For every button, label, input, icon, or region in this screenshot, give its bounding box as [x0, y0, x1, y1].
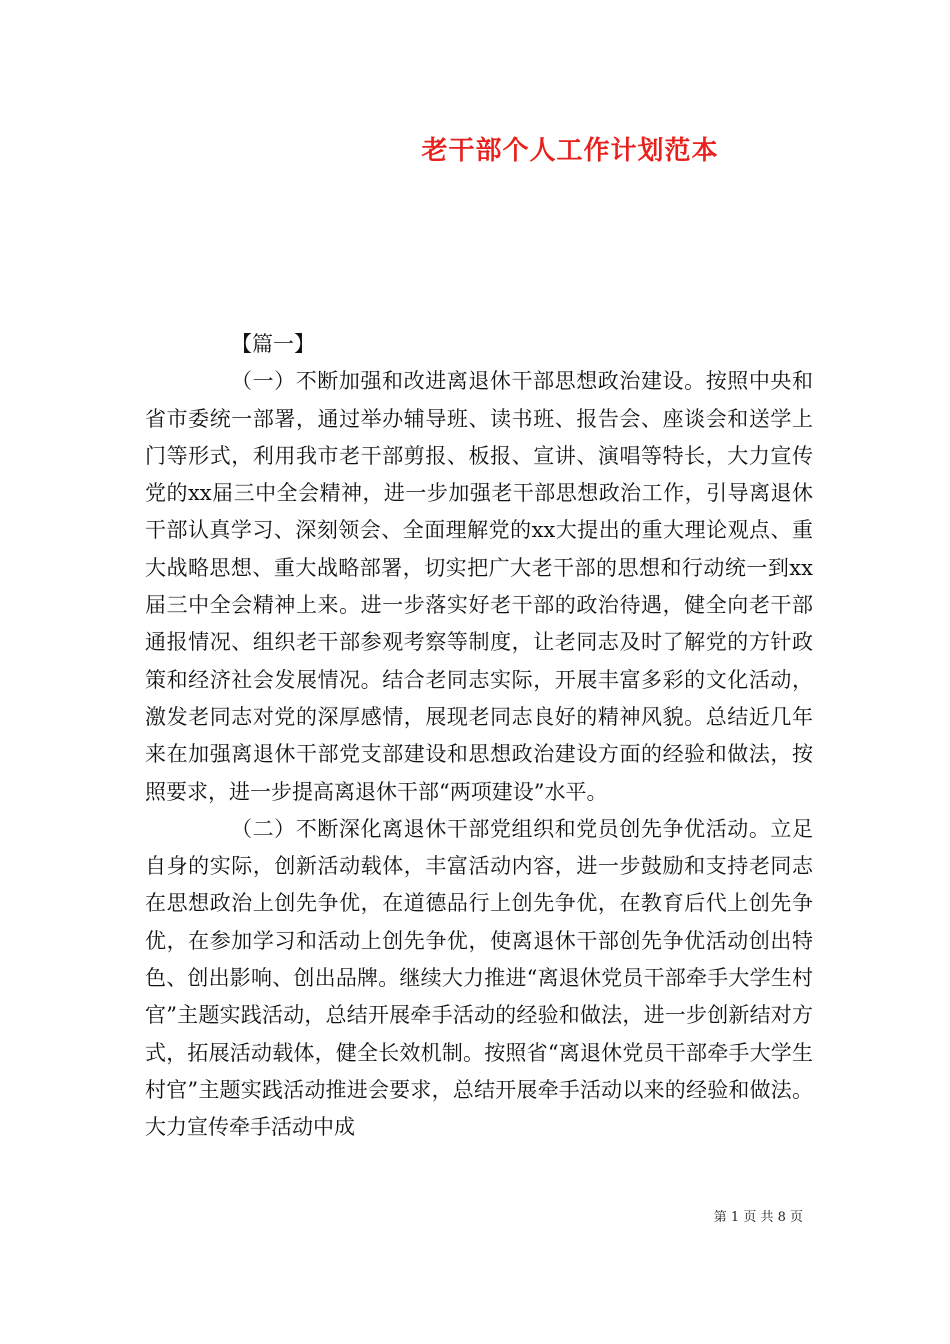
- section-label: 【篇一】: [231, 332, 315, 356]
- paragraph-1: （一）不断加强和改进离退休干部思想政治建设。按照中央和省市委统一部署，通过举办辅导班、读书班、报告会、座谈会和送学上门等形式，利用我市老干部剪报、板报、宣讲、演唱等特长，大力宣传党的xx届三中全会精神，进一步加强老干部思想政治工作，引导离退休干部认真学习、深刻领会、全面理解党的xx大提出的重大理论观点、重大战略思想、重大战略部署，切实把广大老干部的思想和行动统一到xx届三中全会精神上来。进一步落实好老干部的政治待遇，健全向老干部通报情况、组织老干部参观考察等制度，让老同志及时了解党的方针政策和经济社会发展情况。结合老同志实际，开展丰富多彩的文化活动，激发老同志对党的深厚感情，展现老同志良好的精神风貌。总结近几年来在加强离退休干部党支部建设和思想政治建设方面的经验和做法，按照要求，进一步提高离退休干部“两项建设”水平。: [145, 369, 813, 804]
- page-number-footer: 第 1 页 共 8 页: [713, 1210, 803, 1225]
- document-body: [145, 326, 813, 1147]
- page-title: 老干部个人工作计划范本: [421, 136, 719, 166]
- paragraph-2: （二）不断深化离退休干部党组织和党员创先争优活动。立足自身的实际，创新活动载体，丰富活动内容，进一步鼓励和支持老同志在思想政治上创先争优，在道德品行上创先争优，在教育后代上创先争优，在参加学习和活动上创先争优，使离退休干部创先争优活动创出特色、创出影响、创出品牌。继续大力推进“离退休党员干部牵手大学生村官”主题实践活动，总结开展牵手活动的经验和做法，进一步创新结对方式，拓展活动载体，健全长效机制。按照省“离退休党员干部牵手大学生村官”主题实践活动推进会要求，总结开展牵手活动以来的经验和做法。大力宣传牵手活动中成: [145, 816, 813, 1140]
